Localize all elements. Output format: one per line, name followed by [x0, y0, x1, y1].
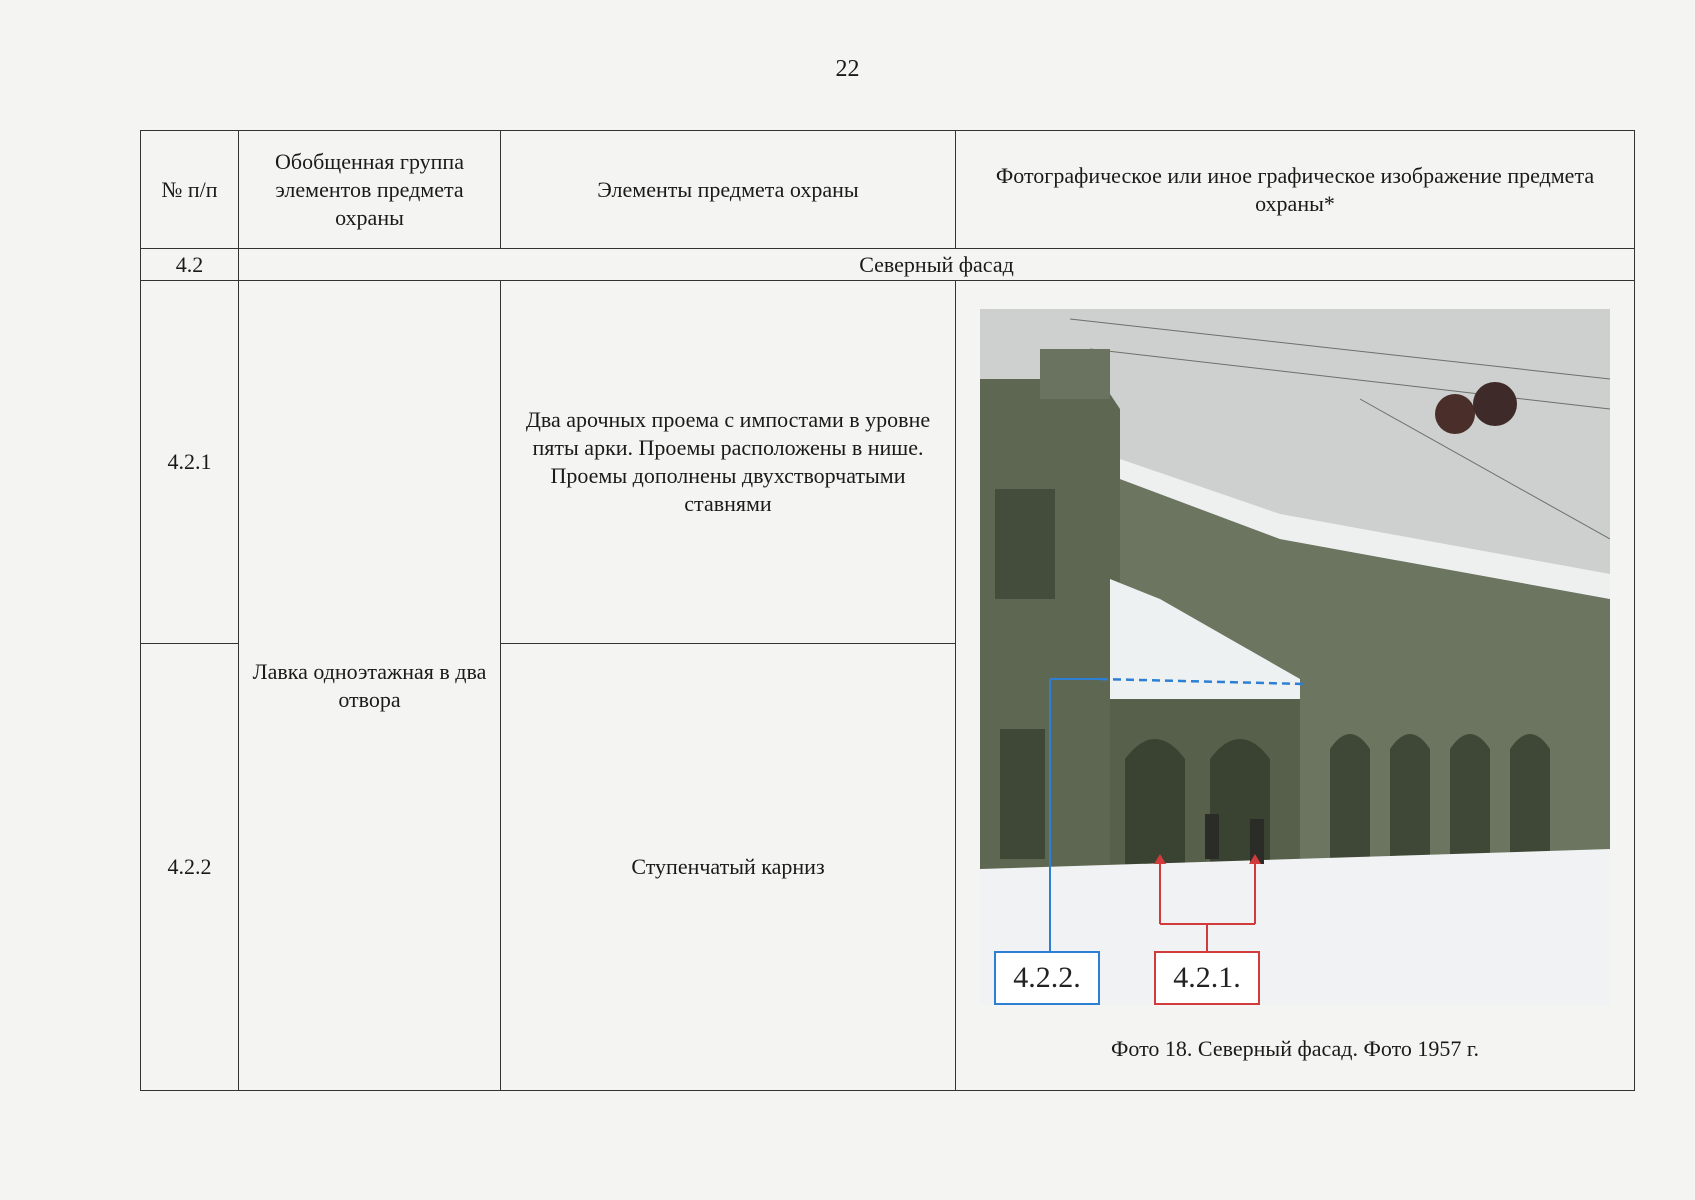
protection-table — [140, 130, 1635, 1091]
photo-window — [995, 489, 1055, 599]
section-title: Северный фасад — [239, 249, 1635, 281]
header-row — [141, 131, 1635, 249]
photo-arch — [1450, 734, 1490, 869]
row-element-4-2-1 — [501, 281, 956, 644]
table-row — [141, 281, 1635, 644]
photo-street-sign — [1435, 394, 1475, 434]
header-elements: Элементы предмета охраны — [501, 131, 956, 249]
photo-person — [1250, 819, 1264, 864]
photo-turret — [1040, 349, 1110, 399]
photo-cell — [956, 281, 1635, 1091]
photo-caption: Фото 18. Северный фасад. Фото 1957 г. — [1111, 1036, 1479, 1061]
photo-person — [1205, 814, 1219, 859]
photo-illustration — [980, 309, 1610, 1005]
row-num-4-2-2: 4.2.2 — [141, 644, 239, 1091]
section-num: 4.2 — [141, 249, 239, 281]
row-element-text: Два арочных проема с импостами в уровне пяты арки. Проемы расположены в нише. Проемы дополнены двухстворчатыми ставнями — [525, 407, 931, 516]
photo-arch — [1510, 734, 1550, 869]
page-number: 22 — [835, 56, 860, 82]
label-4-2-1: 4.2.1. — [1154, 951, 1260, 1005]
row-num-4-2-1: 4.2.1 — [141, 281, 239, 644]
photo-street-sign — [1473, 382, 1517, 426]
header-num: № п/п — [141, 131, 239, 249]
photo-window — [1000, 729, 1045, 859]
section-row — [141, 249, 1635, 281]
header-group: Обобщенная группа элементов предмета охраны — [239, 131, 501, 249]
group-label: Лавка одноэтажная в два отвора — [239, 281, 501, 1091]
label-4-2-2: 4.2.2. — [994, 951, 1100, 1005]
photo-arch — [1125, 739, 1185, 869]
historic-photo — [980, 309, 1610, 1005]
row-element-4-2-2: Ступенчатый карниз — [501, 644, 956, 1091]
photo-arch — [1390, 734, 1430, 869]
header-image: Фотографическое или иное графическое изображение предмета охраны* — [956, 131, 1635, 249]
photo-arch — [1330, 734, 1370, 869]
